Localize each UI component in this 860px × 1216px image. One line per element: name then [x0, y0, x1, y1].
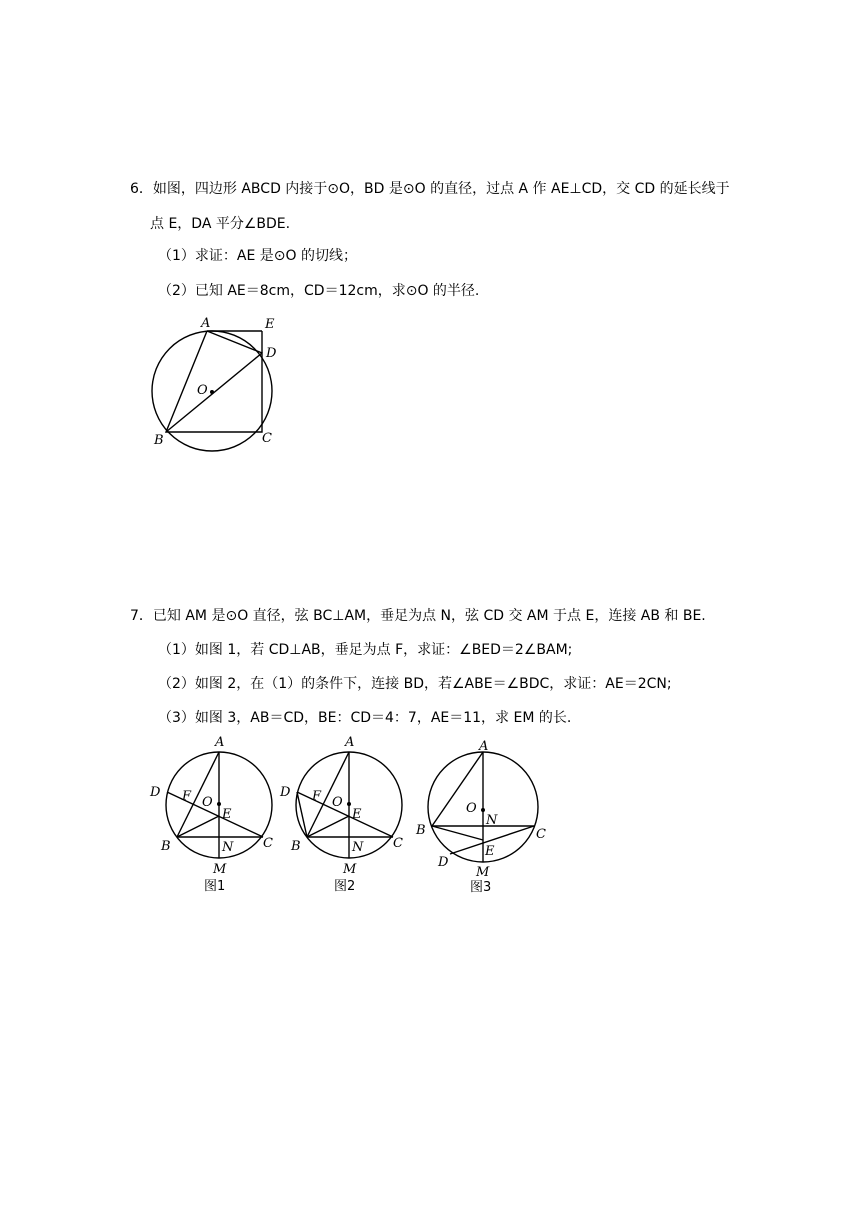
center-dot: [347, 802, 351, 806]
center-dot: [481, 808, 485, 812]
label-n: N: [222, 840, 234, 855]
label-b: B: [161, 839, 171, 854]
label-d: D: [150, 785, 161, 800]
center-dot: [217, 802, 221, 806]
label-c: C: [536, 827, 546, 842]
label-a: A: [345, 735, 355, 750]
label-o: O: [466, 801, 477, 816]
label-b: B: [291, 839, 301, 854]
label-c: C: [393, 836, 403, 851]
segment-be: [177, 816, 219, 837]
problem7-question3: （3）如图 3，AB＝CD，BE：CD＝4：7，AE＝11，求 EM 的长.: [158, 710, 572, 726]
figure-caption: 图2: [334, 879, 356, 894]
label-f: F: [312, 789, 322, 804]
figure-caption: 图1: [204, 879, 226, 894]
label-a: A: [479, 739, 489, 754]
label-a: A: [215, 735, 225, 750]
problem7-line1: 7．已知 AM 是⊙O 直径，弦 BC⊥AM，垂足为点 N，弦 CD 交 AM 于点 E，连接 AB 和 BE.: [130, 608, 706, 624]
label-a: A: [201, 316, 211, 331]
segment-be: [307, 816, 349, 837]
segment-bd: [166, 353, 262, 432]
label-d: D: [438, 855, 449, 870]
label-b: B: [154, 433, 164, 448]
figure-caption: 图3: [470, 880, 492, 895]
problem7-figure3: [410, 730, 560, 900]
label-m: M: [213, 862, 227, 877]
problem7-figure1: [145, 730, 285, 900]
label-e: E: [222, 807, 232, 822]
label-n: N: [486, 813, 498, 828]
problem7-question2: （2）如图 2，在（1）的条件下，连接 BD，若∠ABE＝∠BDC，求证：AE＝2CN;: [158, 676, 672, 692]
label-d: D: [266, 346, 277, 361]
problem6-question1: （1）求证：AE 是⊙O 的切线；: [158, 248, 357, 264]
problem7-question1: （1）如图 1，若 CD⊥AB，垂足为点 F，求证：∠BED＝2∠BAM;: [158, 642, 573, 658]
problem6-line2: 点 E，DA 平分∠BDE.: [150, 216, 291, 232]
label-m: M: [343, 862, 357, 877]
problem7-figure2: [275, 730, 415, 900]
center-dot: [210, 390, 214, 394]
label-d: D: [280, 785, 291, 800]
problem6-question2: （2）已知 AE＝8cm，CD＝12cm，求⊙O 的半径.: [158, 283, 480, 299]
label-n: N: [352, 840, 364, 855]
label-o: O: [197, 383, 208, 398]
label-c: C: [262, 431, 272, 446]
label-e: E: [352, 807, 362, 822]
label-o: O: [332, 795, 343, 810]
label-e: E: [265, 317, 275, 332]
label-o: O: [202, 795, 213, 810]
problem6-figure: [140, 310, 300, 450]
label-m: M: [476, 865, 490, 880]
label-f: F: [182, 789, 192, 804]
label-c: C: [263, 836, 273, 851]
label-b: B: [416, 823, 426, 838]
quadrilateral-abcd: [166, 331, 262, 432]
problem6-line1: 6．如图，四边形 ABCD 内接于⊙O，BD 是⊙O 的直径，过点 A 作 AE⊥CD，交 CD 的延长线于: [130, 181, 730, 197]
label-e: E: [485, 844, 495, 859]
segment-be: [432, 826, 483, 840]
